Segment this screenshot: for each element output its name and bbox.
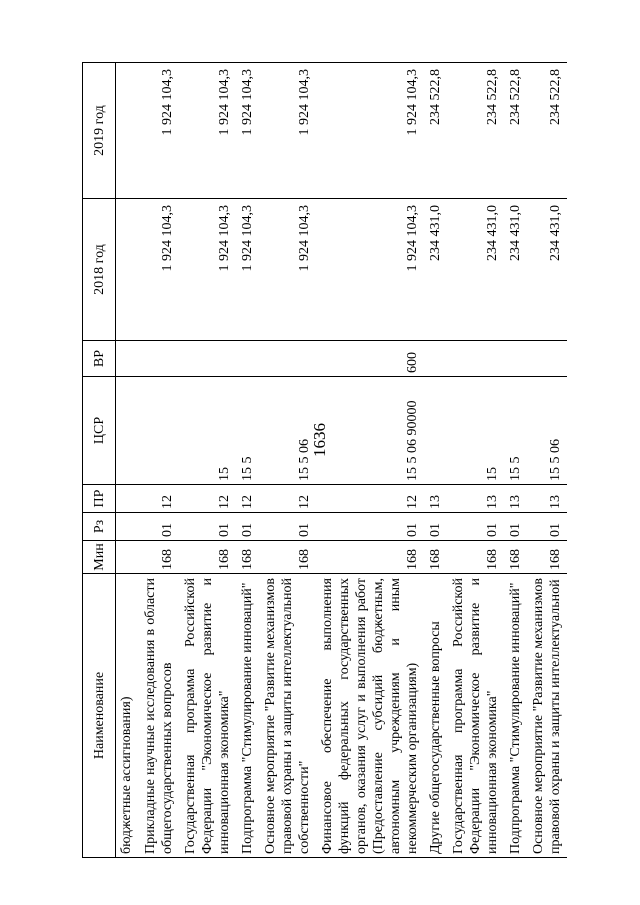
row-vr (259, 341, 316, 377)
row-2018: 1 924 104,3 (316, 199, 424, 341)
rotated-table-container (82, 63, 582, 858)
row-2019: 1 924 104,3 (316, 63, 424, 199)
table-row (116, 63, 140, 858)
row-pr: 13 (527, 485, 567, 513)
table-row (504, 63, 527, 858)
row-2019: 234 522,8 (527, 63, 567, 199)
row-rz: 01 (316, 513, 424, 541)
row-csr (424, 377, 447, 485)
row-min: 168 (504, 541, 527, 574)
row-csr: 15 5 (504, 377, 527, 485)
row-vr: 600 (316, 341, 424, 377)
page-number: 1636 (310, 423, 329, 457)
row-min: 168 (316, 541, 424, 574)
row-csr: 15 5 06 90000 (316, 377, 424, 485)
row-vr (179, 341, 236, 377)
row-pr: 12 (259, 485, 316, 513)
row-name: Прикладные научные исследования в области общегосударственных вопросов (139, 574, 179, 858)
row-min: 168 (236, 541, 259, 574)
row-2019: 234 522,8 (504, 63, 527, 199)
row-vr (116, 341, 140, 377)
row-2019: 1 924 104,3 (259, 63, 316, 199)
row-csr (116, 377, 140, 485)
row-csr: 15 (447, 377, 504, 485)
row-name: бюджетные ассигнования) (116, 574, 140, 858)
table-row (316, 63, 424, 858)
table-row (259, 63, 316, 858)
header-csr: ЦСР (83, 377, 116, 485)
row-rz: 01 (139, 513, 179, 541)
row-vr (504, 341, 527, 377)
row-min (116, 541, 140, 574)
row-2018: 1 924 104,3 (139, 199, 179, 341)
header-2019: 2019 год (83, 63, 116, 199)
row-name: Другие общегосударственные вопросы (424, 574, 447, 858)
row-2019: 234 522,8 (447, 63, 504, 199)
row-csr: 15 5 06 (527, 377, 567, 485)
row-pr: 13 (424, 485, 447, 513)
row-min: 168 (179, 541, 236, 574)
row-name: Финансовое обеспечение выполнения функций федеральных государственных органов, оказания услуг и выполнения работ (Предоставление субсидий бюджетным, автономным учреждениям и иным некоммерческим организациям) (316, 574, 424, 858)
table-header-row (83, 63, 116, 858)
row-2018: 234 431,0 (527, 199, 567, 341)
row-2018: 234 431,0 (424, 199, 447, 341)
row-2018: 234 431,0 (447, 199, 504, 341)
row-pr: 12 (316, 485, 424, 513)
row-pr: 13 (447, 485, 504, 513)
header-pr: ПР (83, 485, 116, 513)
table-row (236, 63, 259, 858)
row-rz: 01 (424, 513, 447, 541)
table-row (424, 63, 447, 858)
row-2019: 1 924 104,3 (179, 63, 236, 199)
row-2019: 1 924 104,3 (236, 63, 259, 199)
row-name: Основное мероприятие "Развитие механизмов правовой охраны и защиты интеллектуальной (527, 574, 567, 858)
table-row (139, 63, 179, 858)
row-pr: 12 (236, 485, 259, 513)
row-2018: 1 924 104,3 (179, 199, 236, 341)
header-vr: ВР (83, 341, 116, 377)
header-rz: Рз (83, 513, 116, 541)
row-rz: 01 (527, 513, 567, 541)
row-rz: 01 (179, 513, 236, 541)
row-min: 168 (424, 541, 447, 574)
row-rz: 01 (447, 513, 504, 541)
row-min: 168 (527, 541, 567, 574)
row-2018: 1 924 104,3 (259, 199, 316, 341)
row-2018: 1 924 104,3 (236, 199, 259, 341)
row-pr: 12 (139, 485, 179, 513)
header-name: Наименование (83, 574, 116, 858)
row-min: 168 (447, 541, 504, 574)
row-csr: 15 (179, 377, 236, 485)
header-min: Мин (83, 541, 116, 574)
row-2019 (116, 63, 140, 199)
row-2019: 1 924 104,3 (139, 63, 179, 199)
row-min: 168 (139, 541, 179, 574)
row-pr: 13 (504, 485, 527, 513)
row-name: Подпрограмма "Стимулирование инноваций" (504, 574, 527, 858)
row-vr (236, 341, 259, 377)
row-rz: 01 (236, 513, 259, 541)
header-2018: 2018 год (83, 199, 116, 341)
row-2018: 234 431,0 (504, 199, 527, 341)
row-vr (424, 341, 447, 377)
row-rz (116, 513, 140, 541)
row-rz: 01 (504, 513, 527, 541)
row-csr (139, 377, 179, 485)
row-name: Основное мероприятие "Развитие механизмов правовой охраны и защиты интеллектуальной собственности" (259, 574, 316, 858)
row-vr (447, 341, 504, 377)
table-row (447, 63, 504, 858)
row-rz: 01 (259, 513, 316, 541)
row-vr (139, 341, 179, 377)
row-pr: 12 (179, 485, 236, 513)
row-name: Подпрограмма "Стимулирование инноваций" (236, 574, 259, 858)
row-name: Государственная программа Российской Федерации "Экономическое развитие и инновационная экономика" (179, 574, 236, 858)
row-csr: 15 5 06 (259, 377, 316, 485)
table-row (179, 63, 236, 858)
table-row (527, 63, 567, 858)
budget-table (82, 62, 567, 858)
row-pr (116, 485, 140, 513)
row-min: 168 (259, 541, 316, 574)
row-name: Государственная программа Российской Федерации "Экономическое развитие и инновационная экономика" (447, 574, 504, 858)
row-csr: 15 5 (236, 377, 259, 485)
row-2019: 234 522,8 (424, 63, 447, 199)
row-vr (527, 341, 567, 377)
row-2018 (116, 199, 140, 341)
